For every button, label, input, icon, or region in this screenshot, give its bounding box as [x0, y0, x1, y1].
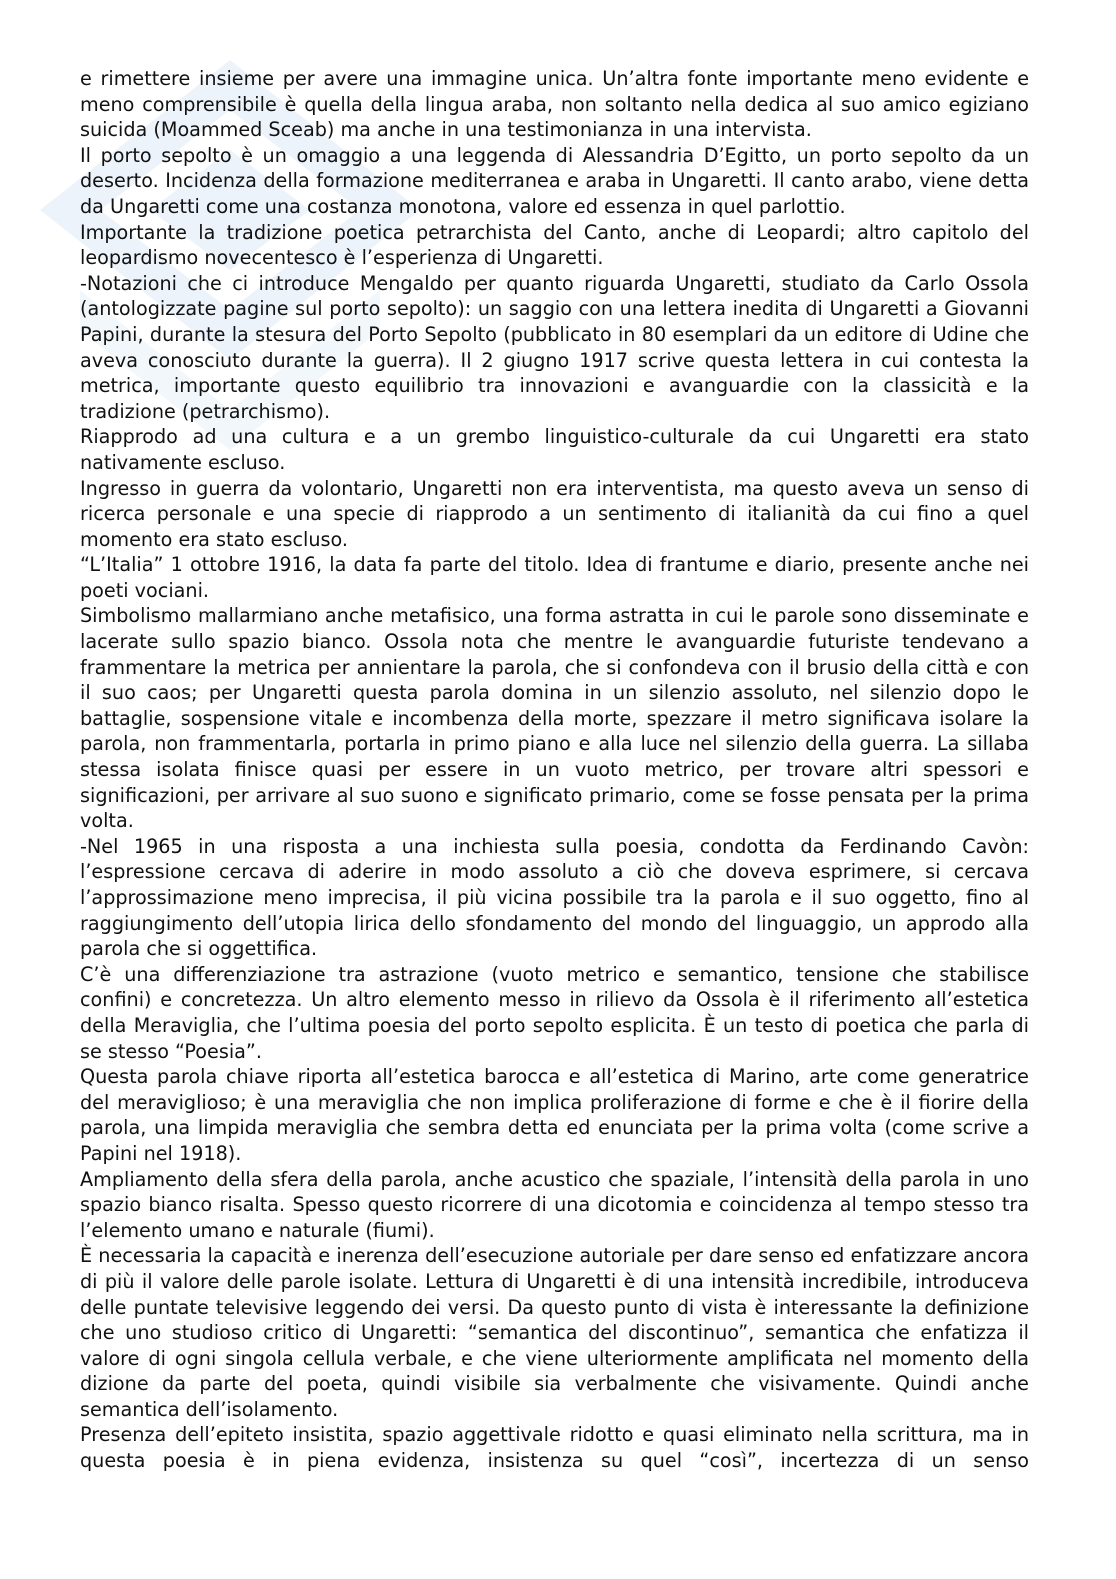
- paragraph: Riapprodo ad una cultura e a un grembo linguistico-culturale da cui Ungaretti era stato nativamente escluso.: [80, 425, 1029, 474]
- paragraph: Importante la tradizione poetica petrarchista del Canto, anche di Leopardi; altro capitolo del leopardismo novecentesco è l’esperienza di Ungaretti.: [80, 220, 1029, 270]
- document-body: [80, 66, 1029, 1474]
- paragraph: Ampliamento della sfera della parola, anche acustico che spaziale, l’intensità della parola in uno spazio bianco risalta. Spesso questo ricorrere di una dicotomia e coincidenza al tempo stesso tra l’elemento umano e naturale (fiumi).: [80, 1167, 1029, 1242]
- paragraph: “L’Italia” 1 ottobre 1916, la data fa parte del titolo. Idea di frantume e diario, presente anche nei poeti vociani.: [80, 553, 1029, 602]
- paragraph: Il porto sepolto è un omaggio a una leggenda di Alessandria D’Egitto, un porto sepolto da un deserto. Incidenza della formazione mediterranea e araba in Ungaretti. Il canto arabo, viene detta da Ungaretti come una costanza monotona, valore ed essenza in quel parlottio.: [80, 143, 1029, 218]
- paragraph: -Notazioni che ci introduce Mengaldo per quanto riguarda Ungaretti, studiato da Carlo Ossola (antologizzate pagine sul porto sepolto): un saggio con una lettera inedita di Ungaretti a Giovanni Papini, durante la stesura del Porto Sepolto (pubblicato in 80 esemplari da un editore di Udine che aveva conosciuto durante la guerra). Il 2 giugno 1917 scrive questa lettera in cui contesta la metrica, importante questo equilibrio tra innovazioni e avanguardie con la classicità e la tradizione (petrarchismo).: [80, 271, 1029, 423]
- paragraph: Presenza dell’epiteto insistita, spazio aggettivale ridotto e quasi eliminato nella scrittura, ma in questa poesia è in piena evidenza, insistenza su quel “così”, incertezza di un senso: [80, 1423, 1029, 1473]
- paragraph: È necessaria la capacità e inerenza dell’esecuzione autoriale per dare senso ed enfatizzare ancora di più il valore delle parole isolate. Lettura di Ungaretti è di una intensità incredibile, introduceva delle puntate televisive leggendo dei versi. Da questo punto di vista è interessante la definizione che uno studioso critico di Ungaretti: “semantica del discontinuo”, semantica che enfatizza il valore di ogni singola cellula verbale, e che viene ulteriormente amplificata nel momento della dizione da parte del poeta, quindi visibile sia verbalmente che visivamente. Quindi anche semantica dell’isolamento.: [80, 1244, 1029, 1421]
- paragraph: Simbolismo mallarmiano anche metafisico, una forma astratta in cui le parole sono disseminate e lacerate sullo spazio bianco. Ossola nota che mentre le avanguardie futuriste tendevano a frammentare la metrica per annientare la parola, che si confondeva con il brusio della città e con il suo caos; per Ungaretti questa parola domina in un silenzio assoluto, nel silenzio dopo le battaglie, sospensione vitale e incombenza della morte, spezzare il metro significava isolare la parola, non frammentarla, portarla in primo piano e alla luce nel silenzio della guerra. La sillaba stessa isolata finisce quasi per essere in un vuoto metrico, per trovare altri spessori e significazioni, per arrivare al suo suono e significato primario, come se fosse pensata per la prima volta.: [80, 604, 1029, 833]
- paragraph: e rimettere insieme per avere una immagine unica. Un’altra fonte importante meno evidente e meno comprensibile è quella della lingua araba, non soltanto nella dedica al suo amico egiziano suicida (Moammed Sceab) ma anche in una testimonianza in una intervista.: [80, 67, 1029, 142]
- paragraph: Ingresso in guerra da volontario, Ungaretti non era interventista, ma questo aveva un senso di ricerca personale e una specie di riapprodo a un sentimento di italianità da cui fino a quel momento era stato escluso.: [80, 476, 1029, 551]
- paragraph: C’è una differenziazione tra astrazione (vuoto metrico e semantico, tensione che stabilisce confini) e concretezza. Un altro elemento messo in rilievo da Ossola è il riferimento all’estetica della Meraviglia, che l’ultima poesia del porto sepolto esplicita. È un testo di poetica che parla di se stesso “Poesia”.: [80, 962, 1029, 1063]
- paragraph: Questa parola chiave riporta all’estetica barocca e all’estetica di Marino, arte come generatrice del meraviglioso; è una meraviglia che non implica proliferazione di forme e che è il fiorire della parola, una limpida meraviglia che sembra detta ed enunciata per la prima volta (come scrive a Papini nel 1918).: [80, 1065, 1029, 1165]
- paragraph: -Nel 1965 in una risposta a una inchiesta sulla poesia, condotta da Ferdinando Cavòn: l’espressione cercava di aderire in modo assoluto a ciò che doveva esprimere, si cercava l’approssimazione meno imprecisa, il più vicina possibile tra la parola e il suo oggetto, fino al raggiungimento dell’utopia lirica dello sfondamento del mondo del linguaggio, un approdo alla parola che si oggettifica.: [80, 834, 1029, 961]
